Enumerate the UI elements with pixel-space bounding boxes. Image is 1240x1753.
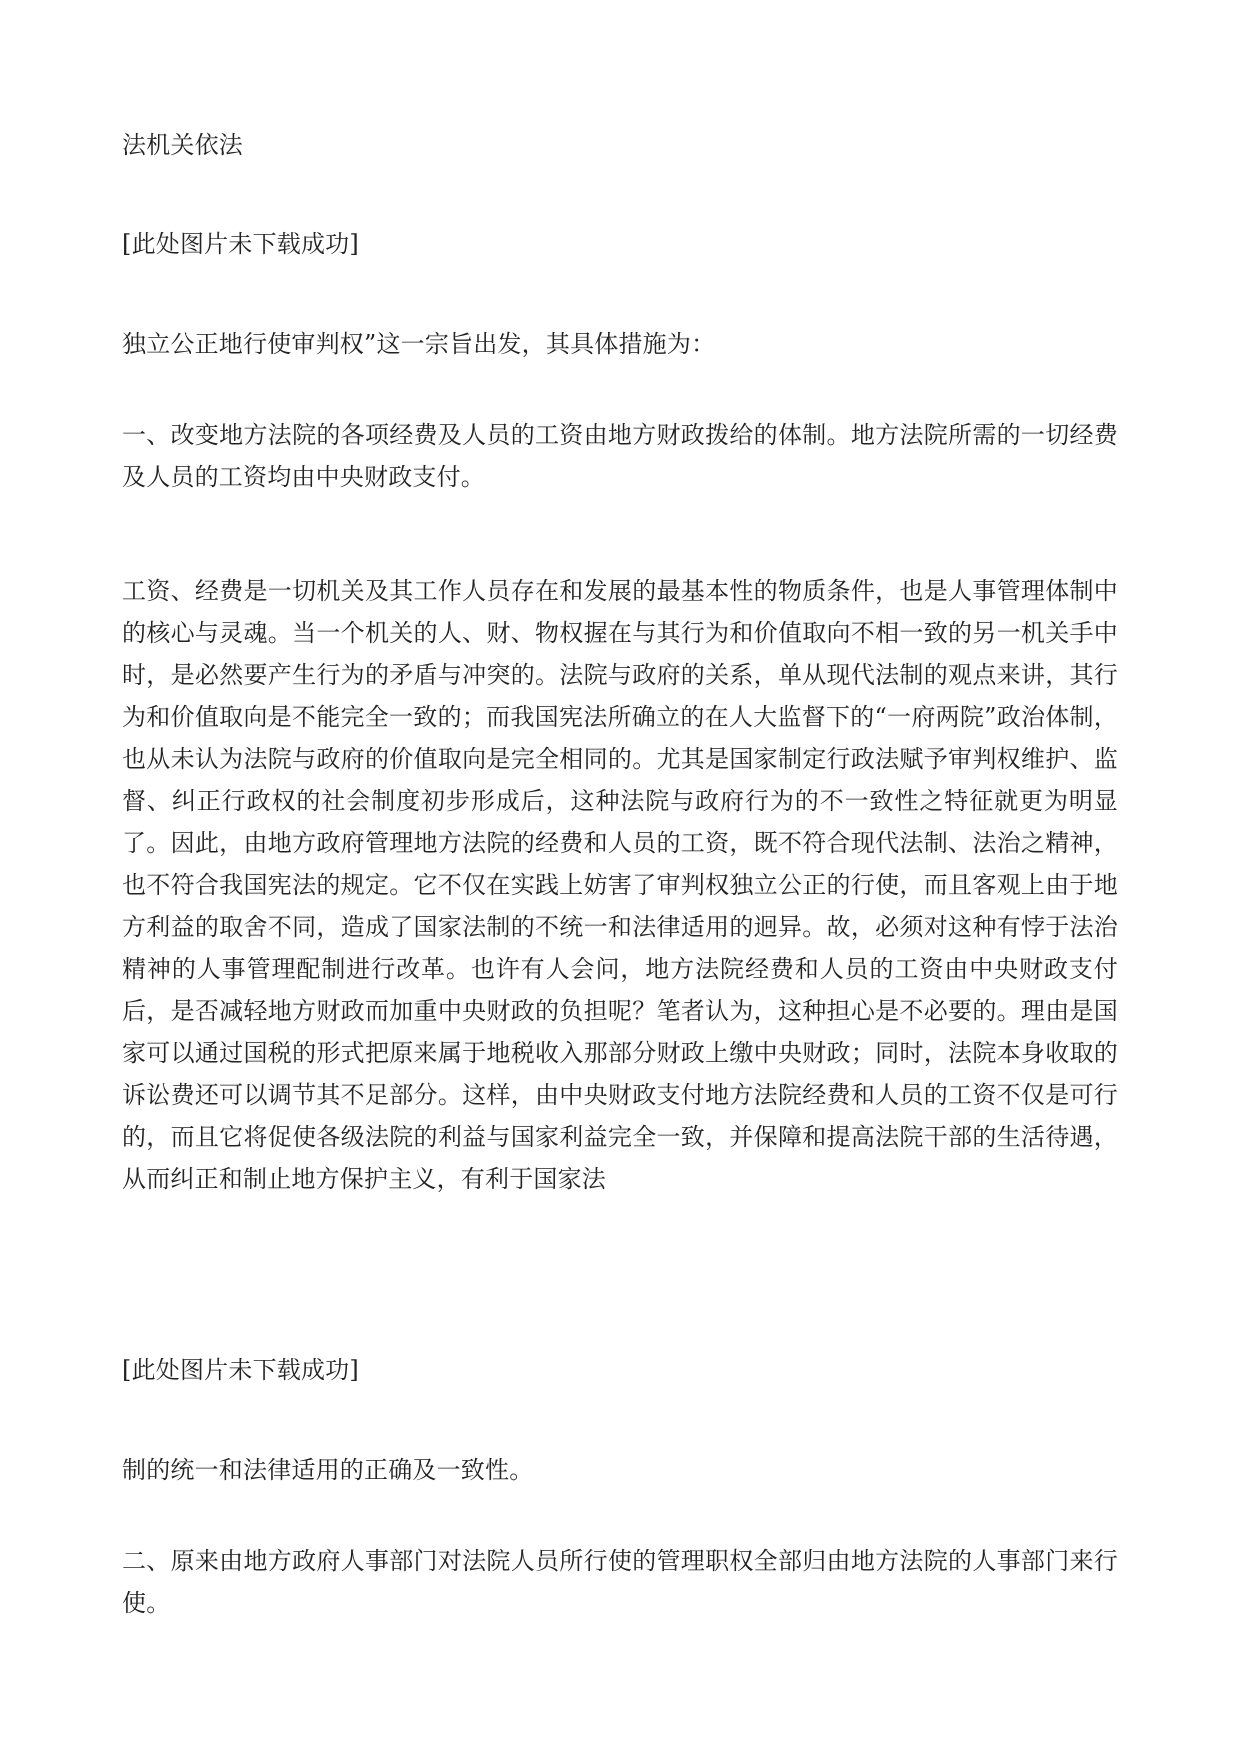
paragraph-body: 工资、经费是一切机关及其工作人员存在和发展的最基本性的物质条件，也是人事管理体制中的核心与灵魂。当一个机关的人、财、物权握在与其行为和价值取向不相一致的另一机关手中时，是必然要产生行为的矛盾与冲突的。法院与政府的关系，单从现代法制的观点来讲，其行为和价值取向是不能完全一致的；而我国宪法所确立的在人大监督下的“一府两院”政治体制，也从未认为法院与政府的价值取向是完全相同的。尤其是国家制定行政法赋予审判权维护、监督、纠正行政权的社会制度初步形成后，这种法院与政府行为的不一致性之特征就更为明显了。因此，由地方政府管理地方法院的经费和人员的工资，既不符合现代法制、法治之精神，也不符合我国宪法的规定。它不仅在实践上妨害了审判权独立公正的行使，而且客观上由于地方利益的取舍不同，造成了国家法制的不统一和法律适用的迥异。故，必须对这种有悖于法治精神的人事管理配制进行改革。也许有人会问，地方法院经费和人员的工资由中央财政支付后，是否减轻地方财政而加重中央财政的负担呢？笔者认为，这种担心是不必要的。理由是国家可以通过国税的形式把原来属于地税收入那部分财政上缴中央财政；同时，法院本身收取的诉讼费还可以调节其不足部分。这样，由中央财政支付地方法院经费和人员的工资不仅是可行的，而且它将促使各级法院的利益与国家利益完全一致，并保障和提高法院干部的生活待遇，从而纠正和制止地方保护主义，有利于国家法	[122, 577, 1118, 1193]
paragraph-fragment: 法机关依法	[122, 131, 243, 159]
paragraph-intro: 独立公正地行使审判权”这一宗旨出发，其具体措施为：	[122, 330, 716, 358]
missing-image-placeholder: [此处图片未下载成功]	[122, 1356, 359, 1384]
missing-image-placeholder: [此处图片未下载成功]	[122, 230, 359, 258]
paragraph-measure-two: 二、原来由地方政府人事部门对法院人员所行使的管理职权全部归由地方法院的人事部门来行使。	[122, 1547, 1118, 1617]
paragraph-continuation: 制的统一和法律适用的正确及一致性。	[122, 1456, 534, 1484]
paragraph-measure-one: 一、改变地方法院的各项经费及人员的工资由地方财政拨给的体制。地方法院所需的一切经费及人员的工资均由中央财政支付。	[122, 421, 1118, 491]
